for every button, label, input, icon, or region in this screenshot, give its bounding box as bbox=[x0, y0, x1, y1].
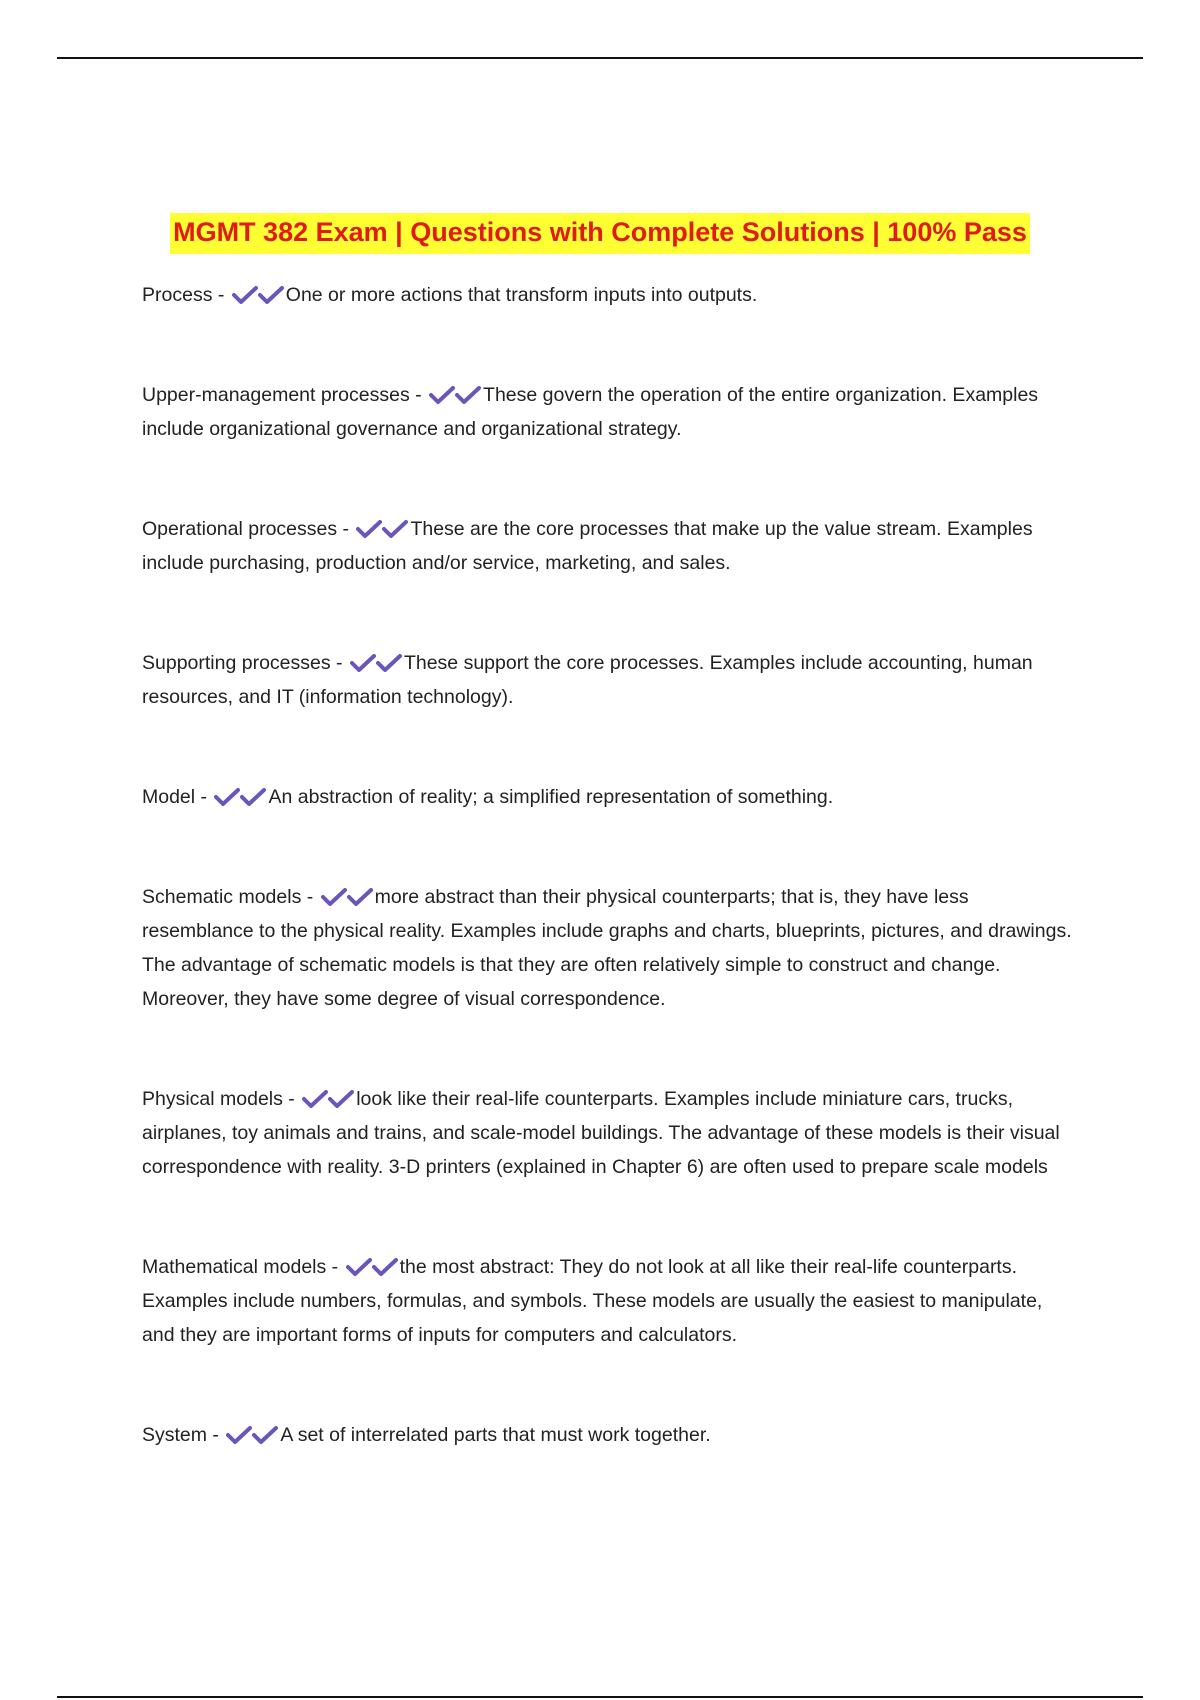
check-icon bbox=[226, 1425, 252, 1445]
double-check-icon bbox=[214, 780, 266, 814]
entry-definition: These are the core processes that make up the value stream. Examples include purchasing, production and/or service, marketing, and sales. bbox=[142, 518, 1033, 574]
entry-definition: look like their real-life counterparts. Examples include miniature cars, trucks, airplanes, toy animals and trains, and scale-model buildings. The advantage of these models is their visual correspondence with reality. 3-D printers (explained in Chapter 6) are often used to prepare scale models bbox=[142, 1088, 1060, 1178]
double-check-icon bbox=[226, 1418, 278, 1452]
check-icon bbox=[258, 285, 284, 305]
document-title: MGMT 382 Exam | Questions with Complete Solutions | 100% Pass bbox=[170, 213, 1030, 254]
entry-term: Operational processes - bbox=[142, 518, 355, 540]
check-icon bbox=[350, 653, 376, 673]
double-check-icon bbox=[350, 646, 402, 680]
check-icon bbox=[321, 887, 347, 907]
check-icon bbox=[382, 519, 408, 539]
check-icon bbox=[376, 653, 402, 673]
check-icon bbox=[455, 385, 481, 405]
top-rule bbox=[57, 57, 1143, 59]
entry-definition: These support the core processes. Examples include accounting, human resources, and IT (information technology). bbox=[142, 652, 1033, 708]
double-check-icon bbox=[346, 1250, 398, 1284]
check-icon bbox=[347, 887, 373, 907]
qa-entry bbox=[142, 278, 1072, 312]
entry-definition: more abstract than their physical counterparts; that is, they have less resemblance to the physical reality. Examples include graphs and charts, blueprints, pictures, and drawings. The advantage of schematic models is that they are often relatively simple to construct and change. Moreover, they have some degree of visual correspondence. bbox=[142, 886, 1072, 1010]
entry-term: Schematic models - bbox=[142, 886, 319, 908]
check-icon bbox=[252, 1425, 278, 1445]
title-wrap bbox=[0, 213, 1200, 254]
qa-entry bbox=[142, 780, 1072, 814]
entry-term: Process - bbox=[142, 284, 230, 306]
entry-definition: the most abstract: They do not look at all like their real-life counterparts. Examples include numbers, formulas, and symbols. These models are usually the easiest to manipulate, and they are important forms of inputs for computers and calculators. bbox=[142, 1256, 1043, 1346]
entry-term: System - bbox=[142, 1424, 225, 1446]
entry-definition: These govern the operation of the entire organization. Examples include organizational governance and organizational strategy. bbox=[142, 384, 1039, 440]
double-check-icon bbox=[429, 378, 481, 412]
qa-entry bbox=[142, 646, 1072, 714]
qa-entry bbox=[142, 880, 1072, 1016]
entry-term: Model - bbox=[142, 786, 213, 808]
entry-definition: A set of interrelated parts that must work together. bbox=[280, 1424, 711, 1446]
check-icon bbox=[356, 519, 382, 539]
check-icon bbox=[328, 1089, 354, 1109]
qa-entry bbox=[142, 1418, 1072, 1452]
check-icon bbox=[372, 1257, 398, 1277]
entry-term: Mathematical models - bbox=[142, 1256, 344, 1278]
entry-term: Upper-management processes - bbox=[142, 384, 428, 406]
check-icon bbox=[232, 285, 258, 305]
entry-definition: An abstraction of reality; a simplified representation of something. bbox=[268, 786, 834, 808]
bottom-rule bbox=[57, 1696, 1143, 1698]
qa-entry bbox=[142, 512, 1072, 580]
entry-term: Supporting processes - bbox=[142, 652, 348, 674]
qa-list bbox=[142, 278, 1072, 1518]
double-check-icon bbox=[356, 512, 408, 546]
double-check-icon bbox=[232, 278, 284, 312]
check-icon bbox=[429, 385, 455, 405]
entry-term: Physical models - bbox=[142, 1088, 301, 1110]
check-icon bbox=[346, 1257, 372, 1277]
qa-entry bbox=[142, 378, 1072, 446]
qa-entry bbox=[142, 1250, 1072, 1352]
qa-entry bbox=[142, 1082, 1072, 1184]
check-icon bbox=[240, 787, 266, 807]
double-check-icon bbox=[302, 1082, 354, 1116]
double-check-icon bbox=[321, 880, 373, 914]
check-icon bbox=[214, 787, 240, 807]
check-icon bbox=[302, 1089, 328, 1109]
entry-definition: One or more actions that transform inputs into outputs. bbox=[285, 284, 758, 306]
